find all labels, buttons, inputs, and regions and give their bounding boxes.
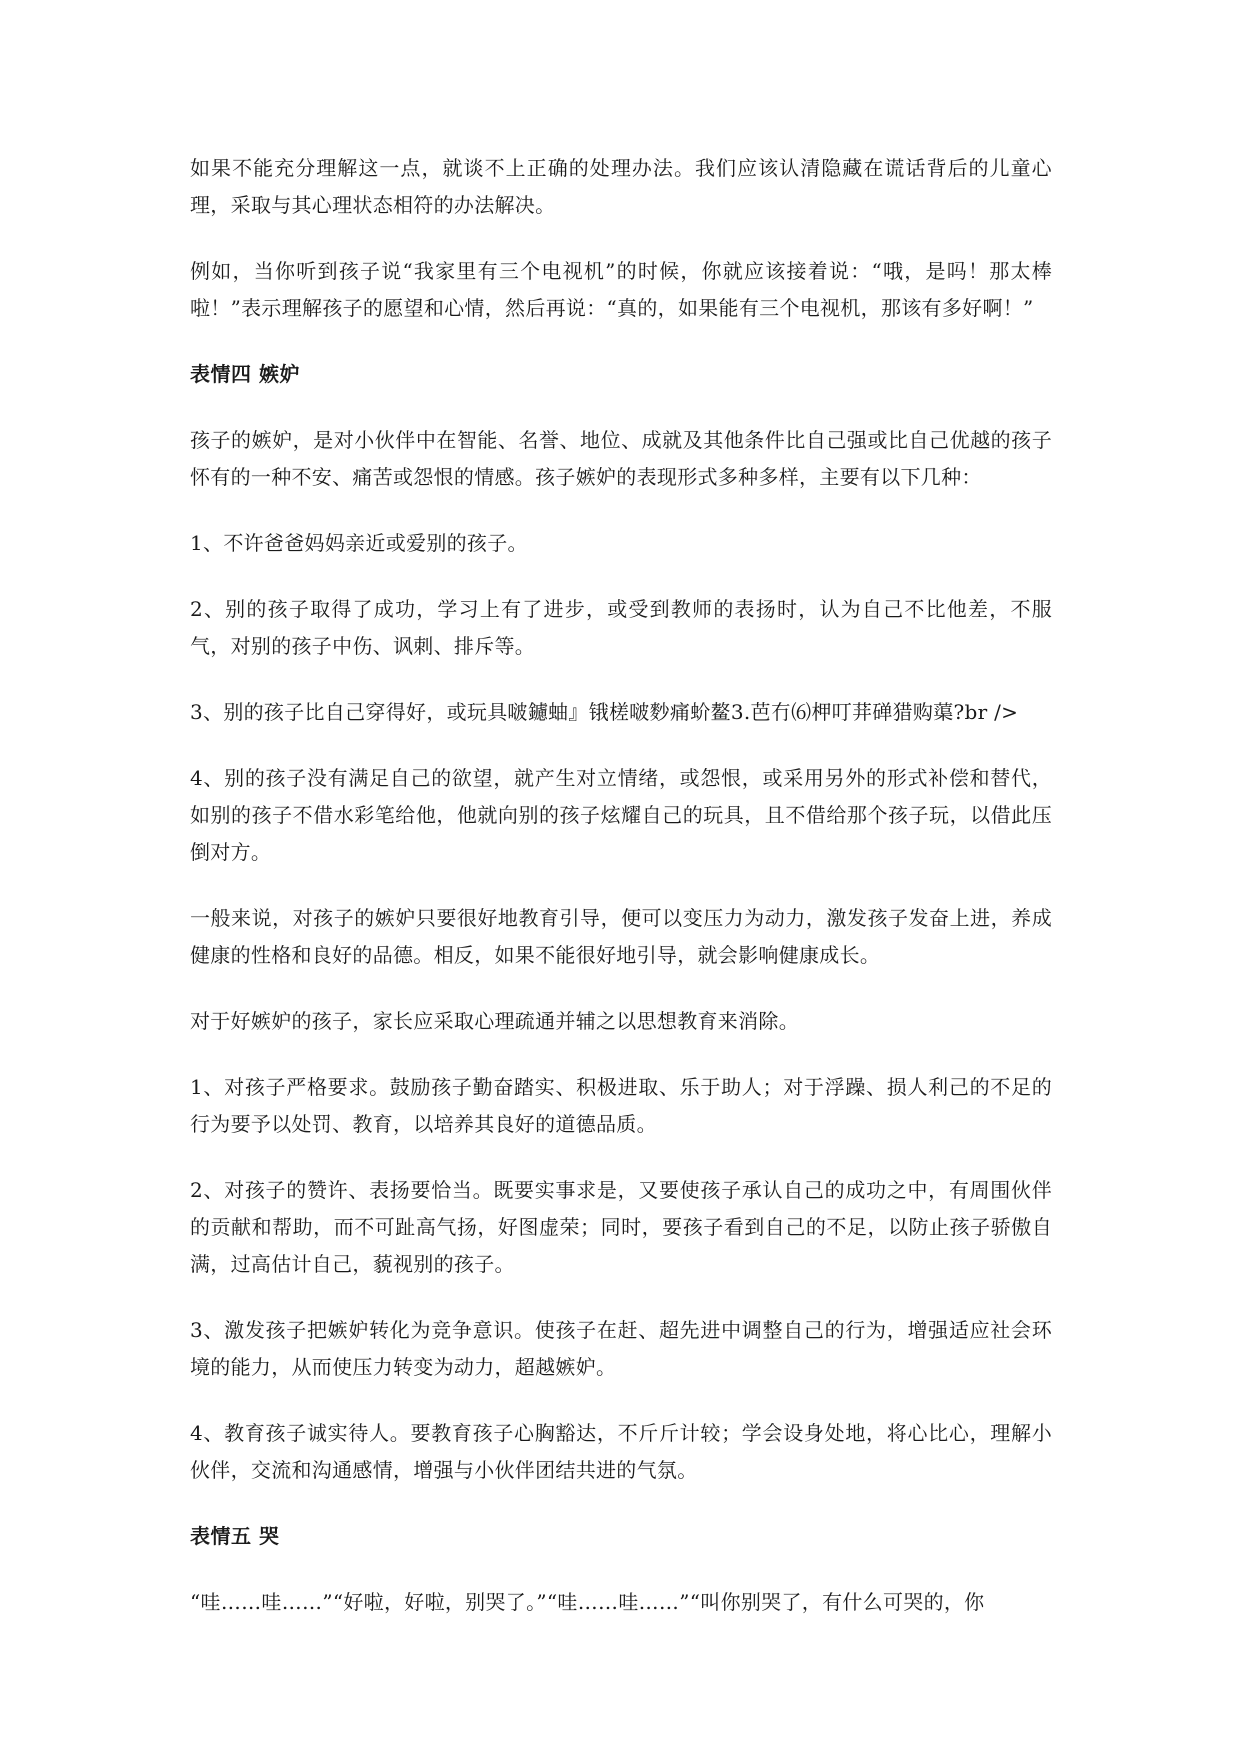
list-item: 4、别的孩子没有满足自己的欲望，就产生对立情绪，或怨恨，或采用另外的形式补偿和替代，如别的孩子不借水彩笔给他，他就向别的孩子炫耀自己的玩具，且不借给那个孩子玩，以借此压倒对方。 [190, 766, 1052, 864]
section-heading: 表情五 哭 [190, 1524, 280, 1548]
paragraph: 一般来说，对孩子的嫉妒只要很好地教育引导，便可以变压力为动力，激发孩子发奋上进，养成健康的性格和良好的品德。相反，如果不能很好地引导，就会影响健康成长。 [190, 906, 1052, 967]
list-item: 4、教育孩子诚实待人。要教育孩子心胸豁达，不斤斤计较；学会设身处地，将心比心，理解小伙伴，交流和沟通感情，增强与小伙伴团结共进的气氛。 [190, 1421, 1052, 1482]
list-item: 3、激发孩子把嫉妒转化为竞争意识。使孩子在赶、超先进中调整自己的行为，增强适应社会环境的能力，从而使压力转变为动力，超越嫉妒。 [190, 1318, 1052, 1379]
section-heading: 表情四 嫉妒 [190, 362, 300, 386]
paragraph: 对于好嫉妒的孩子，家长应采取心理疏通并辅之以思想教育来消除。 [190, 1009, 799, 1033]
list-item: 1、不许爸爸妈妈亲近或爱别的孩子。 [190, 531, 528, 555]
document-page [190, 150, 1052, 1650]
list-item: 2、对孩子的赞许、表扬要恰当。既要实事求是，又要使孩子承认自己的成功之中，有周围伙伴的贡献和帮助，而不可趾高气扬，好图虚荣；同时，要孩子看到自己的不足，以防止孩子骄傲自满，过高估计自己，藐视别的孩子。 [190, 1178, 1052, 1276]
list-item: 1、对孩子严格要求。鼓励孩子勤奋踏实、积极进取、乐于助人；对于浮躁、损人利己的不足的行为要予以处罚、教育，以培养其良好的道德品质。 [190, 1075, 1052, 1136]
paragraph: 例如，当你听到孩子说“我家里有三个电视机”的时候，你就应该接着说：“哦，是吗！那太棒啦！”表示理解孩子的愿望和心情，然后再说：“真的，如果能有三个电视机，那该有多好啊！” [190, 259, 1052, 320]
list-item: 3、别的孩子比自己穿得好，或玩具啵鑢蚰』锇槎啵麨痛蚧鳌3.芭冇⑹柙叮荓䃅猎购蕖?br /> [190, 700, 1019, 724]
list-item: 2、别的孩子取得了成功，学习上有了进步，或受到教师的表扬时，认为自己不比他差，不服气，对别的孩子中伤、讽刺、排斥等。 [190, 597, 1052, 658]
paragraph: 如果不能充分理解这一点，就谈不上正确的处理办法。我们应该认清隐藏在谎话背后的儿童心理，采取与其心理状态相符的办法解决。 [190, 156, 1052, 217]
paragraph: 孩子的嫉妒，是对小伙伴中在智能、名誉、地位、成就及其他条件比自己强或比自己优越的孩子怀有的一种不安、痛苦或怨恨的情感。孩子嫉妒的表现形式多种多样，主要有以下几种： [190, 428, 1052, 489]
paragraph: “哇……哇……”“好啦，好啦，别哭了。”“哇……哇……”“叫你别哭了，有什么可哭的，你 [190, 1590, 985, 1614]
